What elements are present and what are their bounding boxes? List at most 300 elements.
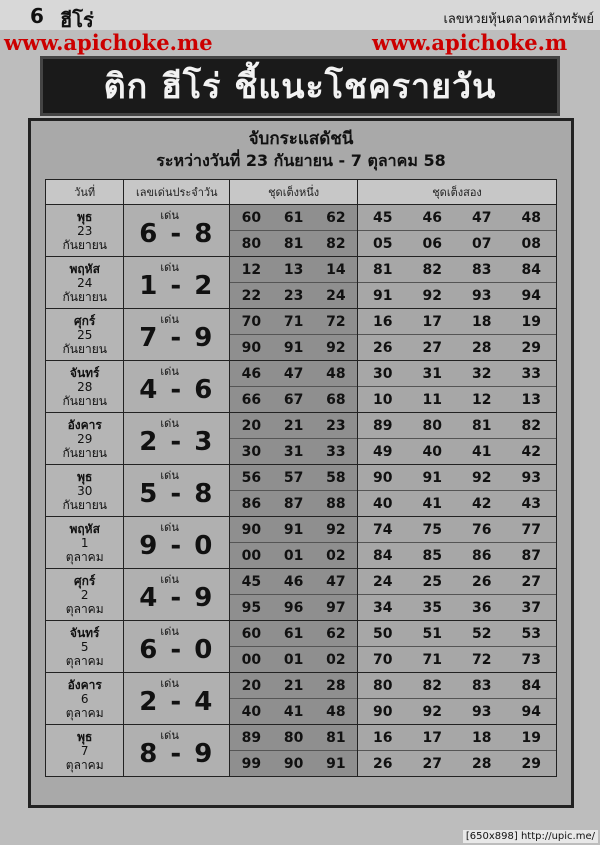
set1-number: 57 [283, 469, 304, 486]
set2-number: 18 [471, 313, 492, 330]
row-set1-cell [230, 673, 358, 725]
set1-number: 90 [241, 521, 262, 538]
row-lead-pair: 2 - 3 [139, 427, 215, 457]
set1-line [230, 361, 357, 386]
set2-number: 29 [521, 755, 541, 772]
row-lead-cell [124, 673, 230, 725]
set1-number: 67 [283, 391, 304, 408]
set1-number: 24 [326, 287, 346, 304]
set2-number: 46 [422, 209, 442, 226]
column-header-date: วันที่ [46, 180, 124, 205]
set2-number: 26 [471, 573, 492, 590]
set1-number: 91 [326, 755, 346, 772]
row-date-cell [46, 361, 124, 413]
row-day-name: พฤหัส [69, 261, 100, 276]
row-lead-pair: 1 - 2 [139, 271, 215, 301]
row-set2-cell [358, 621, 557, 673]
row-set2-cell [358, 569, 557, 621]
row-lead-cell [124, 257, 230, 309]
row-date-cell [46, 413, 124, 465]
set2-number: 27 [422, 339, 442, 356]
set2-number: 47 [471, 209, 492, 226]
page-number: 6 [30, 4, 44, 28]
set2-number: 77 [521, 521, 541, 538]
row-day-number: 2 [80, 587, 89, 602]
row-month: กันยายน [62, 497, 107, 512]
set2-number: 31 [422, 365, 442, 382]
set2-line [358, 282, 556, 308]
table-row [46, 569, 557, 621]
set1-number: 90 [241, 339, 262, 356]
row-day-number: 28 [77, 379, 93, 394]
set2-number: 83 [471, 677, 492, 694]
set2-number: 49 [373, 443, 393, 460]
table-row [46, 309, 557, 361]
row-day-name: พุธ [77, 209, 93, 224]
row-lead-pair: 8 - 9 [139, 739, 215, 769]
row-set2-cell [358, 465, 557, 517]
row-day-number: 29 [77, 431, 93, 446]
set1-line [230, 725, 357, 750]
set2-number: 26 [373, 755, 393, 772]
set1-number: 31 [283, 443, 304, 460]
row-date-cell [46, 569, 124, 621]
row-set1-cell [230, 309, 358, 361]
watermark-right: www.apichoke.m [372, 30, 568, 55]
set1-number: 02 [326, 651, 346, 668]
row-lead-label: เด่น [160, 313, 179, 326]
set2-number: 72 [471, 651, 492, 668]
row-set1-cell [230, 725, 358, 777]
set1-number: 20 [241, 677, 262, 694]
row-month: ตุลาคม [65, 601, 104, 616]
set1-line [230, 569, 357, 594]
top-header-bar [0, 0, 600, 30]
set2-number: 92 [471, 469, 492, 486]
set2-number: 36 [471, 599, 492, 616]
set1-line [230, 698, 357, 724]
set2-number: 26 [373, 339, 393, 356]
set1-number: 22 [241, 287, 262, 304]
set2-number: 35 [422, 599, 442, 616]
set1-line [230, 465, 357, 490]
set1-number: 62 [326, 625, 346, 642]
set2-number: 30 [373, 365, 393, 382]
set1-number: 60 [241, 209, 262, 226]
column-header-set1: ชุดเต็งหนึ่ง [230, 180, 358, 205]
set2-line [358, 361, 556, 386]
set1-number: 02 [326, 547, 346, 564]
table-row [46, 205, 557, 257]
row-lead-pair: 4 - 6 [139, 375, 215, 405]
content-frame [28, 118, 574, 808]
title-banner [40, 56, 560, 116]
set1-number: 40 [241, 703, 262, 720]
set1-number: 61 [283, 625, 304, 642]
row-day-name: ศุกร์ [74, 573, 96, 588]
set2-number: 53 [521, 625, 541, 642]
row-day-number: 5 [80, 639, 89, 654]
set2-number: 50 [373, 625, 393, 642]
set1-number: 45 [241, 573, 262, 590]
set1-line [230, 282, 357, 308]
set1-line [230, 386, 357, 412]
row-lead-label: เด่น [160, 469, 179, 482]
row-day-number: 23 [77, 223, 93, 238]
row-set1-cell [230, 517, 358, 569]
set1-line [230, 517, 357, 542]
set1-number: 23 [326, 417, 346, 434]
row-lead-pair: 7 - 9 [139, 323, 215, 353]
set2-number: 18 [471, 729, 492, 746]
row-lead-cell [124, 413, 230, 465]
row-set1-cell [230, 465, 358, 517]
set2-number: 84 [521, 261, 541, 278]
set1-number: 61 [283, 209, 304, 226]
row-lead-label: เด่น [160, 729, 179, 742]
row-day-number: 7 [80, 743, 89, 758]
set2-number: 93 [471, 703, 492, 720]
set1-number: 46 [241, 365, 262, 382]
set2-number: 28 [471, 755, 492, 772]
row-lead-label: เด่น [160, 521, 179, 534]
row-date-cell [46, 465, 124, 517]
set2-line [358, 257, 556, 282]
set1-number: 48 [326, 365, 346, 382]
set1-number: 21 [283, 417, 304, 434]
set2-line [358, 309, 556, 334]
set2-number: 74 [373, 521, 393, 538]
row-lead-cell [124, 309, 230, 361]
set2-number: 93 [521, 469, 541, 486]
set2-number: 76 [471, 521, 492, 538]
table-row [46, 621, 557, 673]
row-lead-cell [124, 361, 230, 413]
row-date-cell [46, 517, 124, 569]
set2-number: 85 [422, 547, 442, 564]
set2-number: 28 [471, 339, 492, 356]
set1-number: 66 [241, 391, 262, 408]
row-date-cell [46, 205, 124, 257]
set1-number: 97 [326, 599, 346, 616]
set2-number: 75 [422, 521, 442, 538]
set1-number: 56 [241, 469, 262, 486]
set2-line [358, 230, 556, 256]
set2-number: 82 [422, 677, 442, 694]
set1-number: 89 [241, 729, 262, 746]
row-lead-pair: 5 - 8 [139, 479, 215, 509]
set1-number: 33 [326, 443, 346, 460]
set2-line [358, 725, 556, 750]
set1-number: 13 [283, 261, 304, 278]
set2-line [358, 386, 556, 412]
set2-line [358, 673, 556, 698]
set1-number: 14 [326, 261, 346, 278]
set2-number: 43 [521, 495, 541, 512]
set2-number: 12 [471, 391, 492, 408]
set2-number: 19 [521, 313, 541, 330]
row-lead-label: เด่น [160, 209, 179, 222]
set1-line [230, 309, 357, 334]
set2-number: 27 [422, 755, 442, 772]
table-row [46, 673, 557, 725]
set2-line [358, 438, 556, 464]
set1-number: 68 [326, 391, 346, 408]
set2-number: 11 [422, 391, 442, 408]
set1-line [230, 621, 357, 646]
set2-number: 90 [373, 469, 393, 486]
row-day-number: 1 [80, 535, 89, 550]
row-day-number: 25 [77, 327, 93, 342]
row-lead-pair: 6 - 8 [139, 219, 215, 249]
set1-number: 23 [283, 287, 304, 304]
set1-number: 82 [326, 235, 346, 252]
set2-number: 82 [521, 417, 541, 434]
set2-line [358, 750, 556, 776]
set2-line [358, 465, 556, 490]
set1-number: 12 [241, 261, 262, 278]
set1-number: 21 [283, 677, 304, 694]
set2-line [358, 542, 556, 568]
set1-line [230, 230, 357, 256]
set1-number: 81 [326, 729, 346, 746]
set1-line [230, 438, 357, 464]
set2-number: 84 [373, 547, 393, 564]
set1-line [230, 413, 357, 438]
row-lead-pair: 9 - 0 [139, 531, 215, 561]
section-title: ฮีโร่ [60, 8, 94, 32]
row-month: กันยายน [62, 289, 107, 304]
set1-number: 00 [241, 547, 262, 564]
row-lead-label: เด่น [160, 573, 179, 586]
set1-number: 92 [326, 521, 346, 538]
set1-number: 95 [241, 599, 262, 616]
set1-number: 96 [283, 599, 304, 616]
set1-number: 46 [283, 573, 304, 590]
set1-line [230, 257, 357, 282]
set2-number: 52 [471, 625, 492, 642]
row-lead-cell [124, 205, 230, 257]
set2-number: 91 [373, 287, 393, 304]
row-day-name: จันทร์ [69, 625, 100, 640]
row-lead-pair: 2 - 4 [139, 687, 215, 717]
row-day-name: ศุกร์ [74, 313, 96, 328]
row-lead-label: เด่น [160, 417, 179, 430]
set1-number: 60 [241, 625, 262, 642]
set2-number: 06 [422, 235, 442, 252]
table-row [46, 465, 557, 517]
set1-line [230, 334, 357, 360]
set1-number: 20 [241, 417, 262, 434]
set2-line [358, 413, 556, 438]
set2-number: 48 [521, 209, 541, 226]
row-month: กันยายน [62, 237, 107, 252]
set2-number: 51 [422, 625, 442, 642]
row-date-cell [46, 725, 124, 777]
footer-credit: [650x898] http://upic.me/ [463, 830, 598, 843]
watermark-left: www.apichoke.me [4, 30, 213, 55]
row-lead-cell [124, 465, 230, 517]
set2-number: 92 [422, 703, 442, 720]
row-month: ตุลาคม [65, 549, 104, 564]
row-set2-cell [358, 673, 557, 725]
column-header-lead: เลขเด่นประจำวัน [124, 180, 230, 205]
set2-number: 80 [422, 417, 442, 434]
set2-number: 27 [521, 573, 541, 590]
date-range: ระหว่างวันที่ 23 กันยายน - 7 ตุลาคม 58 [156, 151, 446, 170]
set1-number: 87 [283, 495, 304, 512]
set2-line [358, 698, 556, 724]
set2-line [358, 490, 556, 516]
set1-number: 80 [241, 235, 262, 252]
row-day-name: พุธ [77, 469, 93, 484]
set1-number: 01 [283, 547, 304, 564]
row-day-name: อังคาร [67, 417, 102, 432]
set2-number: 45 [373, 209, 393, 226]
set1-number: 01 [283, 651, 304, 668]
set2-line [358, 646, 556, 672]
set2-number: 33 [521, 365, 541, 382]
set1-number: 58 [326, 469, 346, 486]
set2-number: 34 [373, 599, 393, 616]
row-lead-label: เด่น [160, 261, 179, 274]
set2-number: 41 [471, 443, 492, 460]
set2-number: 05 [373, 235, 393, 252]
row-date-cell [46, 309, 124, 361]
set2-number: 19 [521, 729, 541, 746]
header-right-text: เลขหวยหุ้นตลาดหลักทรัพย์ [443, 12, 594, 27]
set2-number: 41 [422, 495, 442, 512]
table-row [46, 725, 557, 777]
set2-number: 93 [471, 287, 492, 304]
set1-number: 88 [326, 495, 346, 512]
set1-line [230, 542, 357, 568]
set1-number: 86 [241, 495, 262, 512]
set2-number: 10 [373, 391, 393, 408]
set2-line [358, 569, 556, 594]
row-lead-label: เด่น [160, 365, 179, 378]
lottery-table [45, 179, 557, 777]
table-row [46, 257, 557, 309]
set2-number: 70 [373, 651, 393, 668]
set1-number: 30 [241, 443, 262, 460]
set2-number: 86 [471, 547, 492, 564]
row-lead-pair: 4 - 9 [139, 583, 215, 613]
table-row [46, 413, 557, 465]
row-day-number: 6 [80, 691, 89, 706]
set1-number: 71 [283, 313, 304, 330]
set2-number: 37 [521, 599, 541, 616]
set2-number: 87 [521, 547, 541, 564]
set1-number: 90 [283, 755, 304, 772]
set1-number: 41 [283, 703, 304, 720]
set2-number: 25 [422, 573, 442, 590]
set1-number: 80 [283, 729, 304, 746]
table-header-row [46, 180, 557, 205]
row-set1-cell [230, 205, 358, 257]
set1-number: 92 [326, 339, 346, 356]
row-day-name: จันทร์ [69, 365, 100, 380]
row-day-number: 30 [77, 483, 93, 498]
set2-line [358, 334, 556, 360]
set1-line [230, 673, 357, 698]
set2-number: 73 [521, 651, 541, 668]
set2-number: 81 [373, 261, 393, 278]
set2-number: 13 [521, 391, 541, 408]
row-set1-cell [230, 413, 358, 465]
set2-number: 42 [521, 443, 541, 460]
row-month: ตุลาคม [65, 757, 104, 772]
row-month: ตุลาคม [65, 653, 104, 668]
row-set2-cell [358, 517, 557, 569]
set2-number: 89 [373, 417, 393, 434]
row-lead-pair: 6 - 0 [139, 635, 215, 665]
row-date-cell [46, 621, 124, 673]
row-lead-cell [124, 569, 230, 621]
set2-line [358, 205, 556, 230]
set2-number: 94 [521, 703, 541, 720]
row-lead-cell [124, 725, 230, 777]
set1-line [230, 646, 357, 672]
table-row [46, 361, 557, 413]
set1-number: 48 [326, 703, 346, 720]
set2-number: 24 [373, 573, 393, 590]
set1-number: 00 [241, 651, 262, 668]
row-set2-cell [358, 361, 557, 413]
row-set2-cell [358, 309, 557, 361]
row-set1-cell [230, 621, 358, 673]
set1-number: 47 [283, 365, 304, 382]
set2-number: 08 [521, 235, 541, 252]
set2-number: 29 [521, 339, 541, 356]
set2-number: 42 [471, 495, 492, 512]
row-month: กันยายน [62, 393, 107, 408]
set2-number: 32 [471, 365, 492, 382]
set2-number: 07 [471, 235, 492, 252]
set2-line [358, 517, 556, 542]
set1-number: 81 [283, 235, 304, 252]
set1-number: 47 [326, 573, 346, 590]
table-body [46, 205, 557, 777]
row-date-cell [46, 257, 124, 309]
row-lead-cell [124, 517, 230, 569]
column-header-set2: ชุดเต็งสอง [358, 180, 557, 205]
set1-line [230, 750, 357, 776]
row-month: ตุลาคม [65, 705, 104, 720]
set1-number: 28 [326, 677, 346, 694]
row-set2-cell [358, 725, 557, 777]
set2-number: 17 [422, 729, 442, 746]
set1-number: 70 [241, 313, 262, 330]
set2-number: 83 [471, 261, 492, 278]
set2-number: 92 [422, 287, 442, 304]
row-day-name: พฤหัส [69, 521, 100, 536]
set2-number: 82 [422, 261, 442, 278]
set2-number: 81 [471, 417, 492, 434]
set1-number: 62 [326, 209, 346, 226]
set2-number: 40 [373, 495, 393, 512]
set2-number: 16 [373, 729, 393, 746]
row-set1-cell [230, 257, 358, 309]
row-lead-label: เด่น [160, 625, 179, 638]
row-set2-cell [358, 413, 557, 465]
set2-number: 94 [521, 287, 541, 304]
set2-number: 40 [422, 443, 442, 460]
set1-line [230, 205, 357, 230]
row-set1-cell [230, 361, 358, 413]
banner-title: ติก ฮีโร่ ชี้แนะโชครายวัน [103, 67, 497, 107]
row-date-cell [46, 673, 124, 725]
